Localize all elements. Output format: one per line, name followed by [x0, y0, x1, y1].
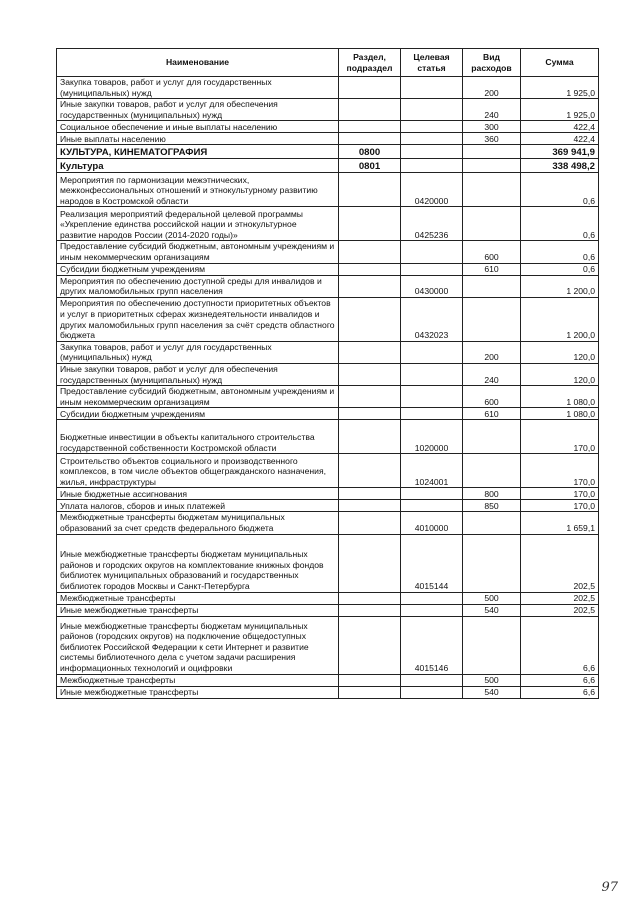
row-section-cell — [339, 241, 401, 263]
row-target-cell — [401, 592, 463, 604]
row-sum-cell: 0,6 — [521, 173, 599, 207]
row-sum-cell: 170,0 — [521, 454, 599, 488]
row-type-cell — [463, 420, 521, 454]
row-section-cell — [339, 121, 401, 133]
row-type-cell: 540 — [463, 686, 521, 698]
row-type-cell: 240 — [463, 99, 521, 121]
header-type: Вид расходов — [463, 49, 521, 77]
row-name-cell: Мероприятия по гармонизации межэтнических, межконфессиональных отношений и этнокультурному развитию народов в Костромской области — [57, 173, 339, 207]
table-row — [57, 616, 599, 674]
row-sum-cell: 170,0 — [521, 500, 599, 512]
row-name-cell: Бюджетные инвестиции в объекты капитального строительства государственной собственности Костромской области — [57, 420, 339, 454]
table-row — [57, 241, 599, 263]
row-target-cell — [401, 363, 463, 385]
row-target-cell — [401, 386, 463, 408]
row-section-cell — [339, 408, 401, 420]
row-sum-cell: 120,0 — [521, 363, 599, 385]
row-section-cell — [339, 77, 401, 99]
table-row — [57, 173, 599, 207]
row-name-cell: Закупка товаров, работ и услуг для государственных (муниципальных) нужд — [57, 77, 339, 99]
row-name-cell: Субсидии бюджетным учреждениям — [57, 408, 339, 420]
row-sum-cell: 120,0 — [521, 341, 599, 363]
row-sum-cell: 1 200,0 — [521, 297, 599, 341]
row-sum-cell: 0,6 — [521, 263, 599, 275]
row-sum-cell: 1 659,1 — [521, 512, 599, 534]
row-name-cell: Иные закупки товаров, работ и услуг для обеспечения государственных (муниципальных) нужд — [57, 99, 339, 121]
row-type-cell: 600 — [463, 241, 521, 263]
row-section-cell — [339, 133, 401, 145]
row-name-cell: Субсидии бюджетным учреждениям — [57, 263, 339, 275]
row-target-cell — [401, 488, 463, 500]
row-type-cell: 540 — [463, 604, 521, 616]
row-sum-cell: 1 925,0 — [521, 99, 599, 121]
row-name-cell: Иные бюджетные ассигнования — [57, 488, 339, 500]
row-section-cell — [339, 297, 401, 341]
row-type-cell: 500 — [463, 674, 521, 686]
row-name-cell: Иные межбюджетные трансферты — [57, 686, 339, 698]
row-section-cell — [339, 616, 401, 674]
row-name-cell: Межбюджетные трансферты — [57, 592, 339, 604]
row-name-cell: Социальное обеспечение и иные выплаты населению — [57, 121, 339, 133]
row-name-cell: Мероприятия по обеспечению доступной среды для инвалидов и других маломобильных групп населения — [57, 275, 339, 297]
row-type-cell — [463, 534, 521, 592]
table-row — [57, 534, 599, 592]
table-row — [57, 686, 599, 698]
row-sum-cell: 170,0 — [521, 488, 599, 500]
row-type-cell: 200 — [463, 77, 521, 99]
row-target-cell — [401, 604, 463, 616]
row-type-cell: 360 — [463, 133, 521, 145]
row-type-cell: 600 — [463, 386, 521, 408]
row-section-cell — [339, 512, 401, 534]
table-row — [57, 145, 599, 159]
row-target-cell: 1020000 — [401, 420, 463, 454]
table-row — [57, 420, 599, 454]
row-target-cell: 4010000 — [401, 512, 463, 534]
table-row — [57, 408, 599, 420]
row-section-cell — [339, 99, 401, 121]
row-type-cell: 200 — [463, 341, 521, 363]
row-target-cell: 0420000 — [401, 173, 463, 207]
row-target-cell: 0430000 — [401, 275, 463, 297]
row-sum-cell: 1 080,0 — [521, 408, 599, 420]
row-name-cell: Предоставление субсидий бюджетным, автономным учреждениям и иным некоммерческим организациям — [57, 241, 339, 263]
row-section-cell — [339, 207, 401, 241]
row-sum-cell: 1 925,0 — [521, 77, 599, 99]
row-type-cell — [463, 297, 521, 341]
row-name-cell: КУЛЬТУРА, КИНЕМАТОГРАФИЯ — [57, 145, 339, 159]
table-header-row — [57, 49, 599, 77]
row-type-cell: 610 — [463, 408, 521, 420]
row-name-cell: Межбюджетные трансферты бюджетам муниципальных образований за счет средств федерального бюджета — [57, 512, 339, 534]
row-name-cell: Предоставление субсидий бюджетным, автономным учреждениям и иным некоммерческим организациям — [57, 386, 339, 408]
row-section-cell — [339, 263, 401, 275]
row-type-cell: 500 — [463, 592, 521, 604]
row-type-cell — [463, 207, 521, 241]
row-type-cell — [463, 454, 521, 488]
row-section-cell — [339, 604, 401, 616]
row-sum-cell: 422,4 — [521, 121, 599, 133]
table-row — [57, 604, 599, 616]
row-section-cell — [339, 275, 401, 297]
row-target-cell — [401, 686, 463, 698]
row-sum-cell: 202,5 — [521, 604, 599, 616]
row-type-cell: 240 — [463, 363, 521, 385]
row-section-cell — [339, 500, 401, 512]
row-section-cell — [339, 341, 401, 363]
row-target-cell — [401, 263, 463, 275]
row-sum-cell: 1 080,0 — [521, 386, 599, 408]
table-row — [57, 341, 599, 363]
table-row — [57, 99, 599, 121]
row-name-cell: Культура — [57, 159, 339, 173]
table-row — [57, 488, 599, 500]
row-name-cell: Закупка товаров, работ и услуг для государственных (муниципальных) нужд — [57, 341, 339, 363]
table-row — [57, 592, 599, 604]
row-sum-cell: 0,6 — [521, 207, 599, 241]
row-target-cell — [401, 674, 463, 686]
row-sum-cell: 6,6 — [521, 674, 599, 686]
row-section-cell — [339, 173, 401, 207]
row-name-cell: Реализация мероприятий федеральной целевой программы «Укрепление единства российской нации и этнокультурное развитие народов России (2014-2020 годы)» — [57, 207, 339, 241]
row-sum-cell: 1 200,0 — [521, 275, 599, 297]
row-name-cell: Строительство объектов социального и производственного комплексов, в том числе объектов общегражданского назначения, жилья, инфраструктуры — [57, 454, 339, 488]
table-row — [57, 159, 599, 173]
row-section-cell: 0801 — [339, 159, 401, 173]
row-name-cell: Уплата налогов, сборов и иных платежей — [57, 500, 339, 512]
row-section-cell — [339, 592, 401, 604]
row-target-cell: 4015144 — [401, 534, 463, 592]
row-section-cell — [339, 363, 401, 385]
row-sum-cell: 422,4 — [521, 133, 599, 145]
row-section-cell — [339, 420, 401, 454]
row-target-cell — [401, 77, 463, 99]
row-section-cell — [339, 674, 401, 686]
page-number: 97 — [601, 880, 618, 895]
table-row — [57, 674, 599, 686]
table-row — [57, 363, 599, 385]
table-row — [57, 207, 599, 241]
row-target-cell — [401, 99, 463, 121]
table-row — [57, 121, 599, 133]
table-row — [57, 454, 599, 488]
row-type-cell — [463, 275, 521, 297]
table-row — [57, 263, 599, 275]
row-name-cell: Межбюджетные трансферты — [57, 674, 339, 686]
row-section-cell — [339, 686, 401, 698]
row-target-cell: 1024001 — [401, 454, 463, 488]
row-sum-cell: 170,0 — [521, 420, 599, 454]
row-type-cell — [463, 159, 521, 173]
row-target-cell — [401, 341, 463, 363]
row-target-cell — [401, 121, 463, 133]
row-target-cell — [401, 500, 463, 512]
row-target-cell: 4015146 — [401, 616, 463, 674]
row-sum-cell: 6,6 — [521, 686, 599, 698]
row-name-cell: Иные выплаты населению — [57, 133, 339, 145]
table-row — [57, 275, 599, 297]
header-section: Раздел, подраздел — [339, 49, 401, 77]
row-target-cell: 0432023 — [401, 297, 463, 341]
header-name: Наименование — [57, 49, 339, 77]
row-name-cell: Иные межбюджетные трансферты бюджетам муниципальных районов и городских округов на комплектование книжных фондов библиотек муниципальных образований и государственных библиотек городов Москвы и Санкт-Петербурга — [57, 534, 339, 592]
table-row — [57, 512, 599, 534]
row-type-cell: 850 — [463, 500, 521, 512]
row-name-cell: Иные межбюджетные трансферты — [57, 604, 339, 616]
row-type-cell — [463, 145, 521, 159]
row-name-cell: Мероприятия по обеспечению доступности приоритетных объектов и услуг в приоритетных сферах жизнедеятельности инвалидов и других маломобильных групп населения за счёт средств областного бюджета — [57, 297, 339, 341]
row-type-cell — [463, 173, 521, 207]
row-name-cell: Иные закупки товаров, работ и услуг для обеспечения государственных (муниципальных) нужд — [57, 363, 339, 385]
table-row — [57, 500, 599, 512]
row-type-cell: 610 — [463, 263, 521, 275]
row-section-cell — [339, 488, 401, 500]
header-sum: Сумма — [521, 49, 599, 77]
table-row — [57, 297, 599, 341]
row-type-cell: 800 — [463, 488, 521, 500]
row-target-cell — [401, 159, 463, 173]
row-sum-cell: 202,5 — [521, 534, 599, 592]
table-body — [57, 77, 599, 699]
row-type-cell — [463, 512, 521, 534]
table-row — [57, 386, 599, 408]
row-type-cell: 300 — [463, 121, 521, 133]
row-target-cell — [401, 241, 463, 263]
row-type-cell — [463, 616, 521, 674]
row-section-cell — [339, 386, 401, 408]
row-sum-cell: 202,5 — [521, 592, 599, 604]
budget-table — [56, 48, 599, 699]
row-section-cell: 0800 — [339, 145, 401, 159]
table-row — [57, 133, 599, 145]
row-sum-cell: 338 498,2 — [521, 159, 599, 173]
row-name-cell: Иные межбюджетные трансферты бюджетам муниципальных районов (городских округов) на подключение общедоступных библиотек Российской Федерации к сети Интернет и развитие системы библиотечного дела с учетом задачи расширения информационных технологий и оцифровки — [57, 616, 339, 674]
row-sum-cell: 369 941,9 — [521, 145, 599, 159]
header-target: Целевая статья — [401, 49, 463, 77]
row-target-cell — [401, 408, 463, 420]
row-target-cell: 0425236 — [401, 207, 463, 241]
table-row — [57, 77, 599, 99]
row-section-cell — [339, 454, 401, 488]
row-section-cell — [339, 534, 401, 592]
row-sum-cell: 0,6 — [521, 241, 599, 263]
row-target-cell — [401, 145, 463, 159]
row-sum-cell: 6,6 — [521, 616, 599, 674]
row-target-cell — [401, 133, 463, 145]
